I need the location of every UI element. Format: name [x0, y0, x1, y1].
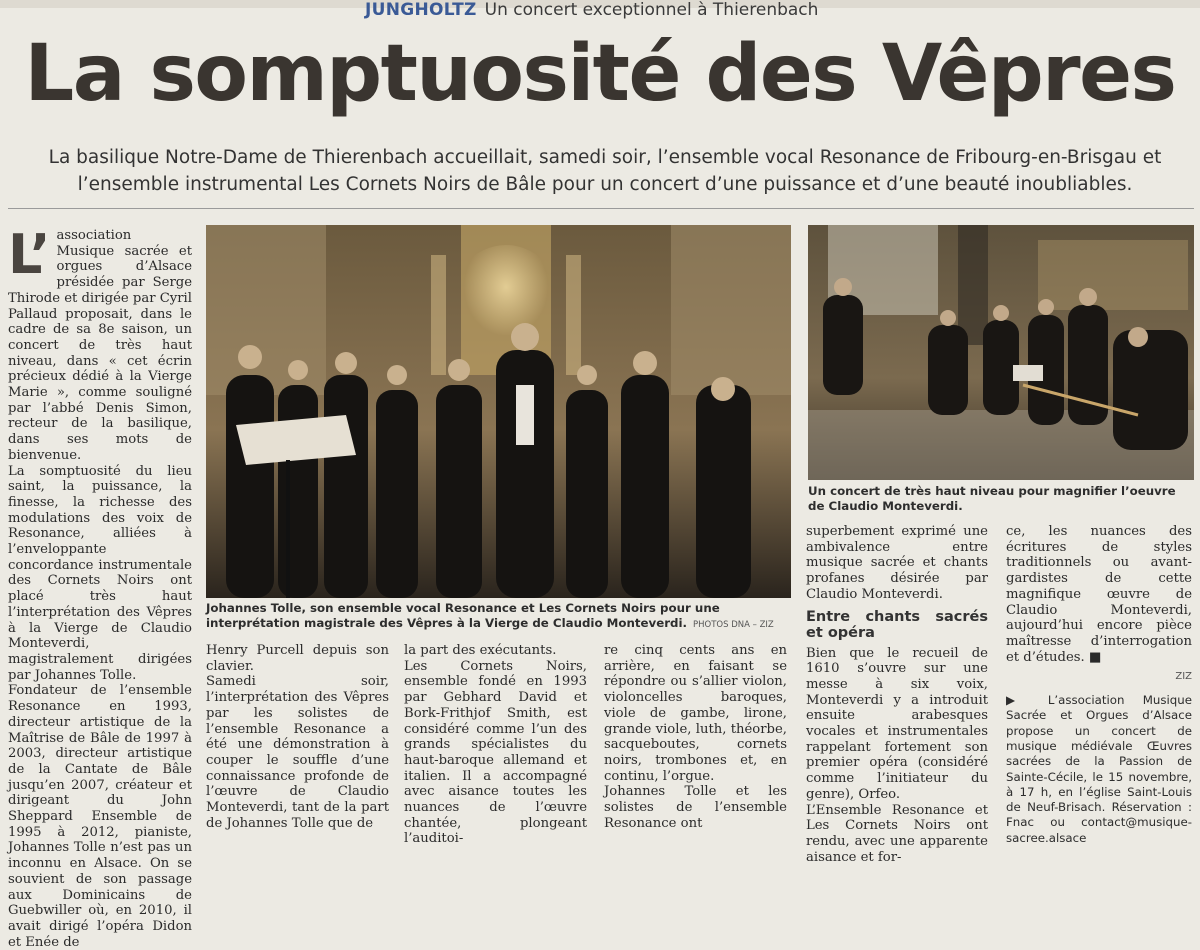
paragraph-somptuosite: La somptuosité du lieu saint, la puissance, la finesse, la richesse des modulations des voix de Resonance, alliées à l’enveloppante concordance instrumentale des Cornets Noirs ont placé très haut l’interprétation des Vêpres à la Vierge de Claudio Monteverdi, magistralement dirigées par Johannes Tolle.	[8, 463, 192, 683]
paragraph-recueil: Bien que le recueil de 1610 s’ouvre sur une messe à six voix, Monteverdi y a introduit ensuite arabesques vocales et instrumentales rappelant fortement son premier opéra (considéré comme l’initiateur du genre), Orfeo.	[806, 645, 988, 802]
info-box	[1006, 693, 1192, 846]
article-column-4	[604, 643, 787, 831]
paragraph-purcell: Henry Purcell depuis son clavier.	[206, 643, 389, 674]
paragraph-executants: la part des exécutants.	[404, 643, 557, 658]
paragraph-intro: association Musique sacrée et orgues d’Alsace présidée par Serge Thirode et dirigée par Cyril Pallaud proposait, dans le cadre de sa 8e saison, un concert de très haut niveau, dans « cet écrin précieux dédié à la Vierge Marie », comme souligné par l’abbé Denis Simon, recteur de la basilique, dans ses mots de bienvenue.	[8, 228, 192, 463]
intertitle: Entre chants sacrés et opéra	[806, 608, 988, 641]
photo-secondary-caption: Un concert de très haut niveau pour magnifier l’oeuvre de Claudio Monteverdi.	[808, 484, 1176, 513]
concert-photo-secondary	[808, 225, 1194, 480]
paragraph-fondateur: Fondateur de l’ensemble Resonance en 1993, directeur artistique de la Maîtrise de Bâle de 1997 à 2003, directeur artistique de la Cantate de Bâle jusqu’en 2007, créateur et dirigeant du John Sheppard Ensemble de 1995 à 2012, pianiste, Johannes Tolle n’est pas un inconnu en Alsace. On se souvient de son passage aux Dominicains de Guebwiller où, en 2010, il avait dirigé l’opéra Didon et Enée de	[8, 683, 192, 950]
info-box-text: L’association Musique Sacrée et Orgues d’Alsace propose un concert de musique médiévale Œuvres sacrées de la Passion de Sainte-Cécile, le 15 novembre, à 17 h, en l’église Saint-Louis de Neuf-Brisach. Réservation : Fnac ou contact@musique-sacree.alsace	[1006, 693, 1193, 845]
rubric-place: JUNGHOLTZ	[365, 0, 477, 20]
paragraph-samedi: Samedi soir, l’interprétation des Vêpres par les solistes de l’ensemble Resonance a été une démonstration à couper le souffle d’une connaissance profonde de l’œuvre de Claudio Monteverdi, tant de la part de Johannes Tolle que de	[206, 674, 389, 831]
paragraph-ambivalence: superbement exprimé une ambivalence entre musique sacrée et chants profanes désirée par Claudio Monteverdi.	[806, 524, 988, 602]
article-column-6	[1006, 524, 1193, 845]
photo-main-caption	[206, 601, 791, 633]
article-column-5	[806, 524, 988, 865]
article-column-2	[206, 643, 389, 831]
paragraph-nuances-text: ce, les nuances des écritures de styles traditionnels ou avant-gardistes de cette magnifique œuvre de Claudio Monteverdi, aujourd’hui encore pièce maîtresse d’interrogation et d’études.	[1006, 524, 1192, 665]
article-column-1	[8, 223, 192, 950]
article-column-3	[404, 643, 587, 847]
end-square-icon: ■	[1088, 649, 1102, 665]
ensemble-photo-image	[206, 225, 791, 598]
paragraph-cornets-noirs: Les Cornets Noirs, ensemble fondé en 1993 par Gebhard David et Bork-Frithjof Smith, est considéré comme l’un des grands spécialistes du haut-baroque allemand et italien. Il a accompagné avec aisance toutes les nuances de l’œuvre chantée, plongeant l’auditoi-	[404, 658, 587, 847]
arrow-right-icon: ▶	[1006, 693, 1030, 708]
paragraph-solistes: Johannes Tolle et les solistes de l’ensemble Resonance ont	[604, 784, 787, 831]
concert-photo-main	[206, 225, 791, 598]
headline: La somptuosité des Vêpres	[24, 29, 1176, 119]
author-signature: ZIZ	[1175, 671, 1192, 683]
divider-rule	[8, 208, 1194, 209]
orchestra-photo-image	[808, 225, 1194, 480]
rubric-subtitle: Un concert exceptionnel à Thierenbach	[484, 0, 819, 20]
standfirst-line-1: La basilique Notre-Dame de Thierenbach accueillait, samedi soir, l’ensemble vocal Resonance de Fribourg-en-Brisgau et	[48, 147, 1162, 168]
paragraph-rendu: L’Ensemble Resonance et Les Cornets Noirs ont rendu, avec une apparente aisance et for-	[806, 802, 988, 865]
article-rubric	[365, 0, 925, 24]
drop-cap: L’	[8, 223, 51, 286]
paragraph-nuances	[1006, 524, 1192, 665]
standfirst	[40, 144, 1170, 200]
paragraph-instruments: re cinq cents ans en arrière, en faisant se répondre ou s’allier violon, violoncelles baroques, viole de gambe, lirone, grande viole, luth, théorbe, sacqueboutes, cornets noirs, trombones et, en continu, l’orgue.	[604, 643, 787, 784]
photo-main-caption-text: Johannes Tolle, son ensemble vocal Resonance et Les Cornets Noirs pour une interprétation magistrale des Vêpres à la Vierge de Claudio Monteverdi.	[206, 601, 720, 630]
standfirst-line-2: l’ensemble instrumental Les Cornets Noirs de Bâle pour un concert d’une puissance et d’une beauté inoubliables.	[77, 174, 1133, 195]
photo-credit: PHOTOS DNA – ZIZ	[693, 620, 774, 630]
